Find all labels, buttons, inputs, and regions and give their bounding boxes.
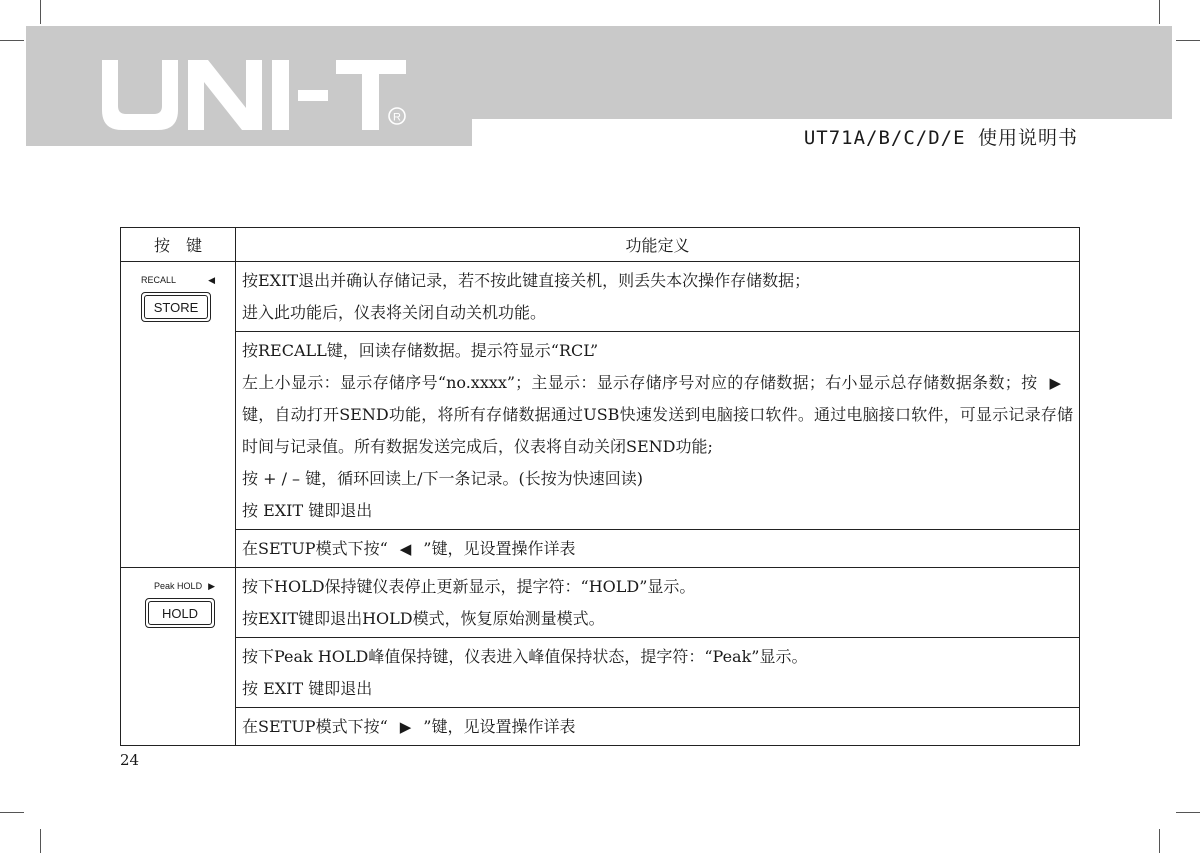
right-arrow-icon: ▶ bbox=[1049, 374, 1061, 392]
crop-mark bbox=[1159, 829, 1160, 853]
table-row bbox=[121, 332, 1080, 530]
description-line: 进入此功能后，仪表将关闭自动关机功能。 bbox=[242, 303, 547, 322]
page-number: 24 bbox=[120, 751, 140, 769]
description-line: 按EXIT退出并确认存储记录，若不按此键直接关机，则丢失本次操作存储数据； bbox=[242, 271, 811, 290]
description-line: 按 + / – 键，循环回读上/下一条记录。(长按为快速回读) bbox=[242, 469, 644, 488]
store-button bbox=[141, 292, 211, 322]
hold-key-caption bbox=[141, 581, 215, 592]
hold-button-label: HOLD bbox=[161, 605, 199, 621]
table-row bbox=[121, 568, 1080, 638]
left-arrow-icon: ◀ bbox=[208, 275, 215, 285]
table-row bbox=[121, 530, 1080, 568]
hold-button bbox=[145, 598, 215, 628]
description-line: 键，自动打开SEND功能，将所有存储数据通过USB快速发送到电脑接口软件。通过电脑接口软件，可显示记录存储时间与记录值。所有数据发送完成后，仪表将自动关闭SEND功能; bbox=[242, 405, 1073, 456]
crop-mark bbox=[1159, 0, 1160, 24]
function-description bbox=[236, 332, 1080, 530]
store-key-illustration bbox=[141, 270, 215, 326]
description-line: 按下Peak HOLD峰值保持键，仪表进入峰值保持状态，提字符：“Peak”显示。 bbox=[242, 647, 808, 666]
uni-t-logo bbox=[100, 58, 420, 132]
description-line: 按EXIT键即退出HOLD模式，恢复原始测量模式。 bbox=[242, 609, 605, 628]
description-line: 按下HOLD保持键仪表停止更新显示，提字符：“HOLD”显示。 bbox=[242, 577, 696, 596]
key-function-table bbox=[120, 227, 1080, 746]
function-description bbox=[236, 638, 1080, 708]
hold-key-cell bbox=[121, 568, 236, 746]
function-description bbox=[236, 262, 1080, 332]
function-description bbox=[236, 568, 1080, 638]
crop-mark bbox=[1176, 812, 1200, 813]
crop-mark bbox=[40, 829, 41, 853]
description-line: 左上小显示：显示存储序号“no.xxxx”；主显示：显示存储序号对应的存储数据；右小显示总存储数据条数；按 bbox=[242, 373, 1038, 392]
description-line: 按 EXIT 键即退出 bbox=[242, 501, 373, 520]
table-row bbox=[121, 708, 1080, 746]
description-line: ”键，见设置操作详表 bbox=[423, 717, 576, 736]
left-arrow-icon: ◀ bbox=[399, 540, 412, 558]
description-line: 按RECALL键，回读存储数据。提示符显示“RCL” bbox=[242, 341, 599, 360]
store-button-label: STORE bbox=[153, 299, 199, 315]
crop-mark bbox=[1176, 40, 1200, 41]
svg-text:R: R bbox=[393, 111, 401, 124]
right-arrow-icon: ▶ bbox=[399, 718, 412, 736]
header-function: 功能定义 bbox=[236, 228, 1080, 262]
peak-hold-label: Peak HOLD bbox=[154, 581, 203, 591]
store-key-cell bbox=[121, 262, 236, 568]
description-line: 按 EXIT 键即退出 bbox=[242, 679, 373, 698]
table-header-row bbox=[121, 228, 1080, 262]
description-line: 在SETUP模式下按“ bbox=[242, 717, 388, 736]
function-description bbox=[236, 708, 1080, 746]
table-row bbox=[121, 262, 1080, 332]
header-key: 按 键 bbox=[121, 228, 236, 262]
hold-key-illustration bbox=[141, 576, 215, 632]
document-title: UT71A/B/C/D/E 使用说明书 bbox=[803, 127, 1078, 149]
function-description bbox=[236, 530, 1080, 568]
crop-mark bbox=[0, 812, 24, 813]
store-key-caption bbox=[141, 275, 215, 286]
crop-mark bbox=[40, 0, 41, 24]
description-line: 在SETUP模式下按“ bbox=[242, 539, 388, 558]
description-line: ”键，见设置操作详表 bbox=[423, 539, 576, 558]
crop-mark bbox=[0, 40, 24, 41]
right-arrow-icon: ▶ bbox=[208, 581, 215, 591]
table-row bbox=[121, 638, 1080, 708]
recall-label: RECALL bbox=[141, 275, 177, 285]
